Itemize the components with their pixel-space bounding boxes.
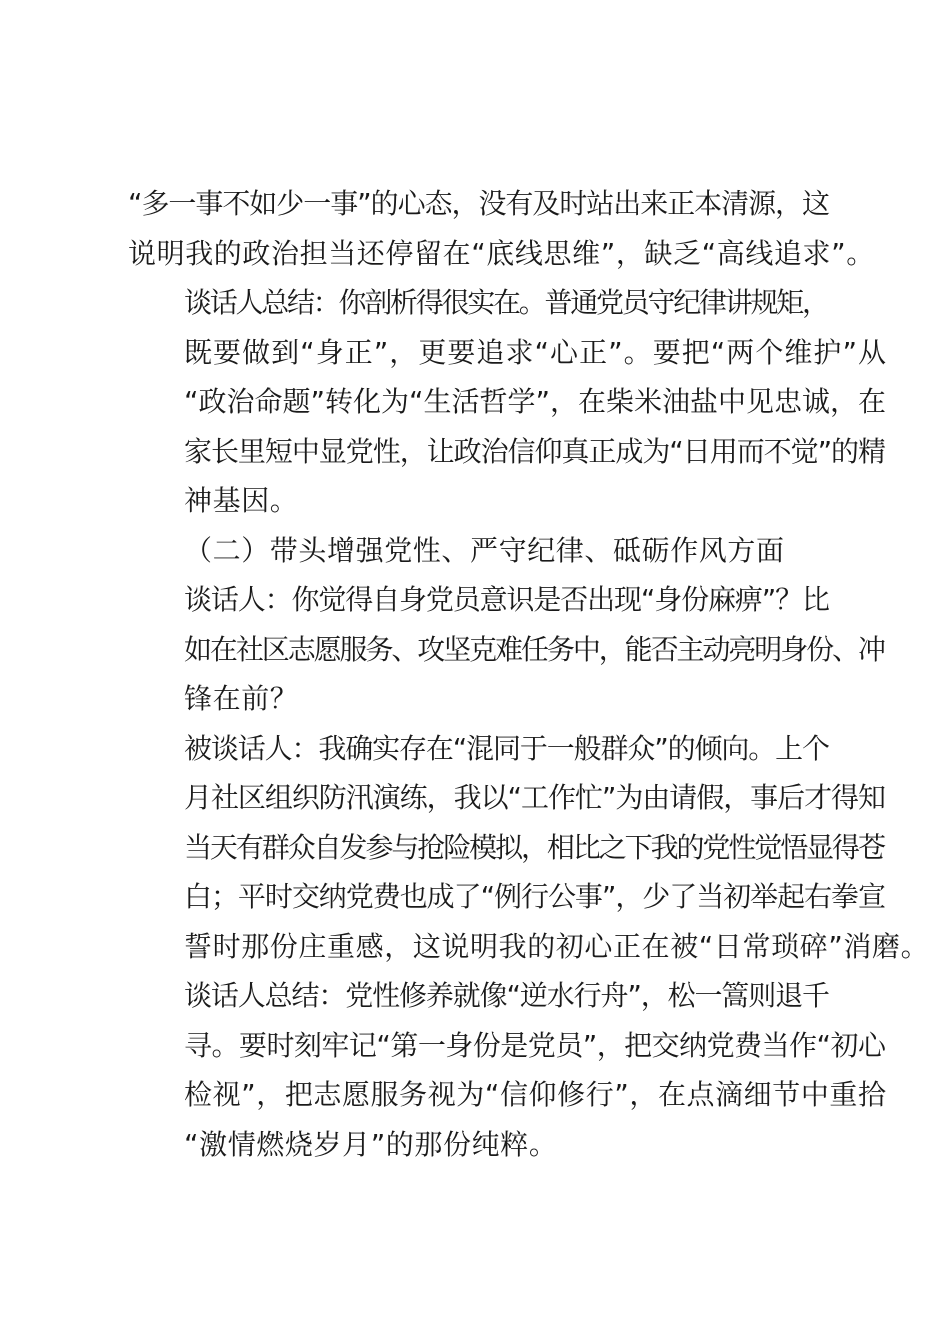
text-line: 说明我的政治担当还停留在“底线思维”，缺乏“高线追求”。 bbox=[128, 236, 875, 270]
text-line: 寻。要时刻牢记“第一身份是党员”，把交纳党费当作“初心 bbox=[184, 1028, 886, 1062]
text-line: 谈话人：你觉得自身党员意识是否出现“身份麻痹”？比 bbox=[184, 583, 829, 616]
text-line: 如在社区志愿服务、攻坚克难任务中，能否主动亮明身份、冲 bbox=[184, 632, 884, 666]
text-line: 检视”，把志愿服务视为“信仰修行”，在点滴细节中重拾 bbox=[184, 1078, 887, 1111]
text-line: “多一事不如少一事”的心态，没有及时站出来正本清源，这 bbox=[128, 187, 829, 220]
paragraph bbox=[128, 526, 830, 576]
text-line: 月社区组织防汛演练，我以“工作忙”为由请假，事后才得知 bbox=[184, 781, 885, 814]
paragraph bbox=[128, 971, 887, 1169]
document-body bbox=[128, 179, 930, 1169]
text-line: 神基因。 bbox=[184, 484, 299, 517]
text-line: （二）带头增强党性、严守纪律、砥砺作风方面 bbox=[184, 533, 785, 567]
text-line: 被谈话人：我确实存在“混同于一般群众”的倾向。上个 bbox=[184, 731, 829, 765]
text-line: 谈话人总结：你剖析得很实在。普通党员守纪律讲规矩， bbox=[184, 286, 828, 319]
paragraph bbox=[128, 724, 930, 972]
text-line: 谈话人总结：党性修养就像“逆水行舟”，松一篙则退千 bbox=[184, 979, 829, 1012]
text-line: “激情燃烧岁月”的那份纯粹。 bbox=[184, 1127, 558, 1161]
paragraph bbox=[128, 575, 884, 724]
text-line: 誓时那份庄重感，这说明我的初心正在被“日常琐碎”消磨。 bbox=[184, 929, 930, 963]
text-line: 既要做到“身正”，更要追求“心正”。要把“两个维护”从 bbox=[184, 335, 888, 369]
text-line: 白；平时交纳党费也成了“例行公事”，少了当初举起右拳宣 bbox=[184, 880, 885, 913]
paragraph bbox=[128, 278, 888, 526]
text-line: 当天有群众自发参与抢险模拟，相比之下我的党性觉悟显得苍 bbox=[184, 830, 884, 864]
text-line: 锋在前？ bbox=[184, 682, 299, 715]
paragraph bbox=[128, 179, 875, 278]
text-line: 家长里短中显党性，让政治信仰真正成为“日用而不觉”的精 bbox=[184, 434, 885, 468]
text-line: “政治命题”转化为“生活哲学”，在柴米油盐中见忠诚，在 bbox=[184, 385, 886, 418]
